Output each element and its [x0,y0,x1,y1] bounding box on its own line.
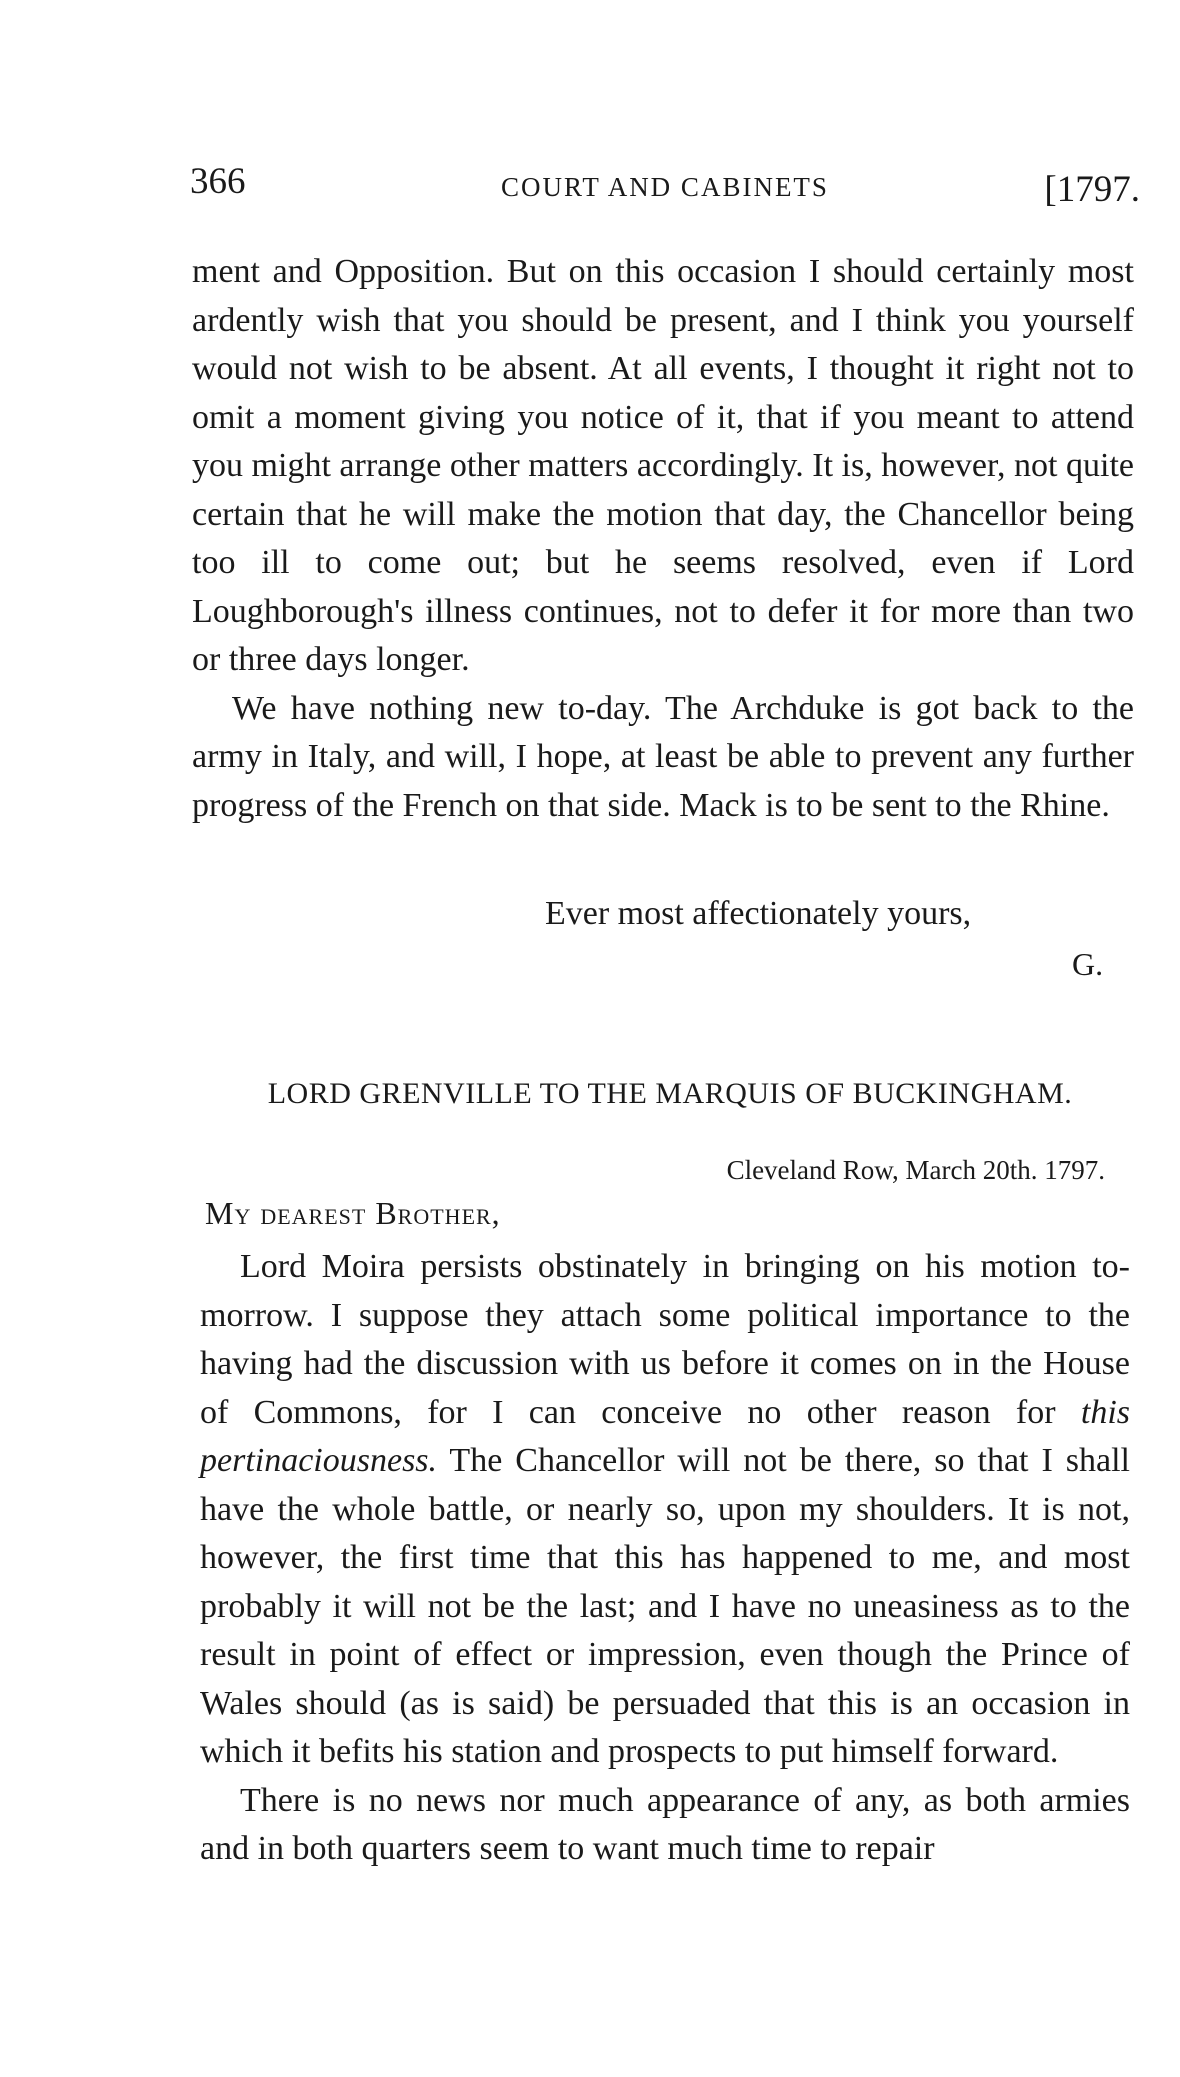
letter2-paragraph-1-end: The Chancellor will not be there, so that I shall have the whole battle, or nearly so, upon my shoulders. It is not, however, the first time that this has happened to me, and most probably it will not be the last; and I have no uneasiness as to the result in point of effect or impression, even though the Prince of Wales should (as is said) be persuaded that this is an occasion in which it befits his station and prospects to put himself forward. [200,1442,1130,1770]
running-head [190,160,1140,220]
letter2-body [200,1243,1130,1874]
page-number: 366 [190,161,246,202]
running-year: [1797. [1044,169,1140,210]
letter1-signature: G. [1072,946,1104,982]
letter2-paragraph-1-start: Lord Moira persists obstinately in bringing on his motion to-morrow. I suppose they attach some political importance to the having had the discussion with us before it comes on in the House of Commons, for I can conceive no other reason for [200,1248,1130,1431]
letter2-dateline: Cleveland Row, March 20th. 1797. [726,1155,1105,1185]
running-title: COURT AND CABINETS [501,172,829,202]
letter2-paragraph-2: There is no news nor much appearance of any, as both armies and in both quarters seem to want much time to repair [200,1781,1130,1867]
letter2-salutation: My dearest Brother, [205,1195,501,1231]
letter1-paragraph-1: ment and Opposition. But on this occasion I should certainly most ardently wish that you should be present, and I think you yourself would not wish to be absent. At all events, I thought it right not to omit a moment giving you notice of it, that if you meant to attend you might arrange other matters accordingly. It is, however, not quite certain that he will make the motion that day, the Chancellor being too ill to come out; but he seems resolved, even if Lord Loughborough's illness continues, not to defer it for more than two or three days longer. [192,253,1134,678]
letter1-closing: Ever most affectionately yours, [545,895,972,932]
letter2-paragraph-1 [200,1243,1130,1777]
letter2-heading: LORD GRENVILLE TO THE MARQUIS OF BUCKINGHAM. [267,1077,1073,1110]
letter1-body [192,248,1134,830]
letter2-paragraph-1-italic: this pertinaciousness. [200,1393,1130,1479]
letter1-paragraph-2: We have nothing new to-day. The Archduke is got back to the army in Italy, and will, I hope, at least be able to prevent any further progress of the French on that side. Mack is to be sent to the Rhine. [192,689,1134,824]
